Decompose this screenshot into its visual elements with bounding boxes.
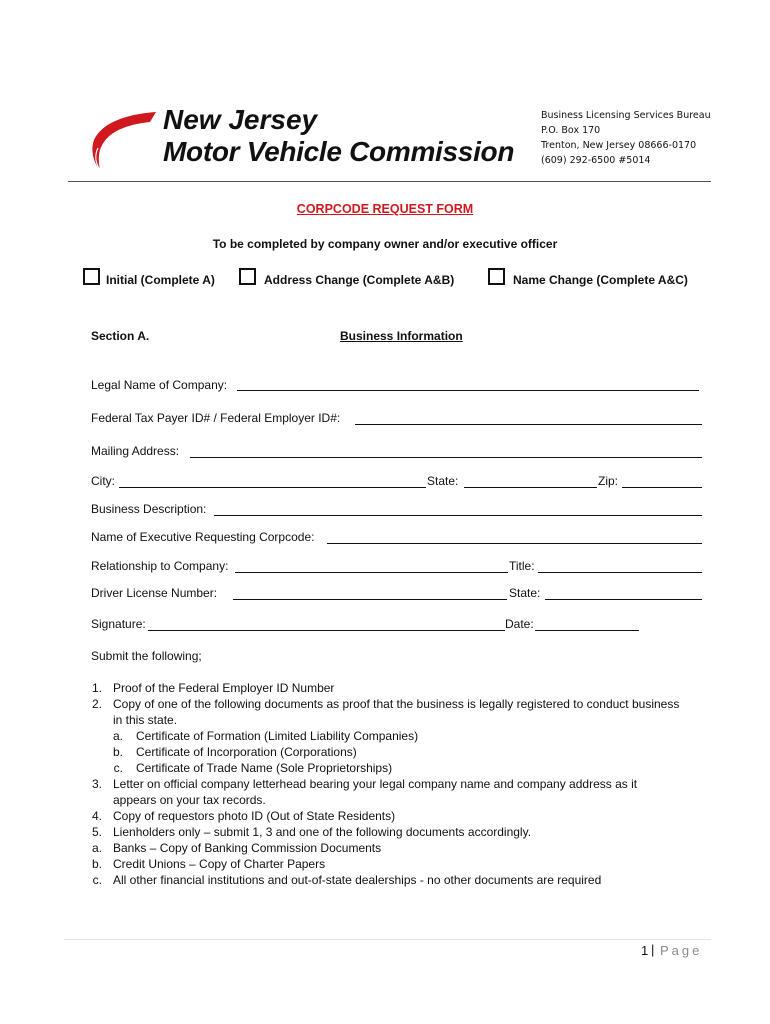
list-item: appears on your tax records. (113, 793, 266, 807)
address-line: (609) 292-6500 #5014 (541, 155, 651, 166)
section-heading: Business Information (340, 329, 463, 343)
address-line: Trenton, New Jersey 08666-0170 (541, 140, 697, 151)
list-item: Copy of requestors photo ID (Out of State Residents) (113, 809, 396, 823)
address-line: P.O. Box 170 (541, 125, 601, 136)
submit-intro: Submit the following; (91, 649, 202, 663)
signature-field[interactable] (148, 630, 505, 631)
page-number: 1 (641, 943, 649, 958)
nj-mvc-swoosh-logo-icon (88, 110, 158, 172)
list-marker: 4. (91, 809, 102, 823)
title-label: Title: (509, 559, 535, 573)
list-item: Proof of the Federal Employer ID Number (113, 681, 335, 695)
date-field[interactable] (535, 630, 639, 631)
mailing-address-field[interactable] (190, 457, 702, 458)
legal-name-field[interactable] (237, 390, 699, 391)
signature-label: Signature: (91, 617, 146, 631)
list-marker: 1. (91, 681, 102, 695)
address-line: Business Licensing Services Bureau (541, 110, 711, 121)
city-label: City: (91, 474, 115, 488)
state-field[interactable] (464, 487, 597, 488)
list-item: Certificate of Trade Name (Sole Proprietorships) (136, 761, 393, 775)
list-marker: a. (91, 841, 102, 855)
footer-divider (64, 939, 711, 940)
list-item: in this state. (113, 713, 178, 727)
list-marker: 2. (91, 697, 102, 711)
form-instruction: To be completed by company owner and/or executive officer (212, 237, 558, 251)
driver-license-label: Driver License Number: (91, 586, 218, 600)
checkbox-address-change-label: Address Change (Complete A&B) (264, 273, 455, 287)
list-item: Letter on official company letterhead bearing your legal company name and company address as it (113, 777, 638, 791)
list-marker: a. (112, 729, 123, 743)
list-marker: c. (113, 761, 123, 775)
relationship-field[interactable] (235, 572, 508, 573)
title-field[interactable] (538, 572, 702, 573)
agency-name-line1: New Jersey (163, 104, 318, 135)
list-marker: b. (91, 857, 102, 871)
list-item: Credit Unions – Copy of Charter Papers (113, 857, 326, 871)
header-divider-left (68, 181, 164, 182)
list-marker: b. (112, 745, 123, 759)
checkbox-name-change[interactable] (488, 268, 505, 285)
agency-name-line2: Motor Vehicle Commission (163, 136, 515, 167)
executive-name-label: Name of Executive Requesting Corpcode: (91, 530, 315, 544)
zip-field[interactable] (622, 487, 702, 488)
list-item: Lienholders only – submit 1, 3 and one of the following documents accordingly. (113, 825, 532, 839)
list-marker: c. (92, 873, 102, 887)
city-field[interactable] (119, 487, 426, 488)
checkbox-initial-label: Initial (Complete A) (106, 273, 215, 287)
page-separator: | (651, 942, 655, 957)
legal-name-label: Legal Name of Company: (91, 378, 228, 392)
section-label: Section A. (91, 329, 150, 343)
dl-state-field[interactable] (545, 599, 702, 600)
checkbox-initial[interactable] (83, 268, 100, 285)
list-item: All other financial institutions and out-of-state dealerships - no other documents are required (113, 873, 602, 887)
list-item: Banks – Copy of Banking Commission Documents (113, 841, 382, 855)
driver-license-field[interactable] (233, 599, 507, 600)
mailing-address-label: Mailing Address: (91, 444, 180, 458)
tax-id-field[interactable] (355, 424, 702, 425)
list-marker: 5. (91, 825, 102, 839)
business-description-label: Business Description: (91, 502, 207, 516)
business-description-field[interactable] (214, 515, 702, 516)
checkbox-name-change-label: Name Change (Complete A&C) (513, 273, 688, 287)
list-marker: 3. (91, 777, 102, 791)
relationship-label: Relationship to Company: (91, 559, 229, 573)
executive-name-field[interactable] (327, 543, 702, 544)
checkbox-address-change[interactable] (239, 268, 256, 285)
date-label: Date: (505, 617, 534, 631)
header-divider-right (164, 181, 711, 182)
form-title: CORPCODE REQUEST FORM (296, 202, 474, 216)
zip-label: Zip: (598, 474, 619, 488)
list-item: Certificate of Incorporation (Corporations) (136, 745, 357, 759)
state-label: State: (427, 474, 459, 488)
page-word: Page (660, 943, 703, 958)
list-item: Certificate of Formation (Limited Liability Companies) (136, 729, 419, 743)
list-item: Copy of one of the following documents as proof that the business is legally registered to conduct business (113, 697, 680, 711)
tax-id-label: Federal Tax Payer ID# / Federal Employer ID#: (91, 411, 341, 425)
dl-state-label: State: (509, 586, 541, 600)
